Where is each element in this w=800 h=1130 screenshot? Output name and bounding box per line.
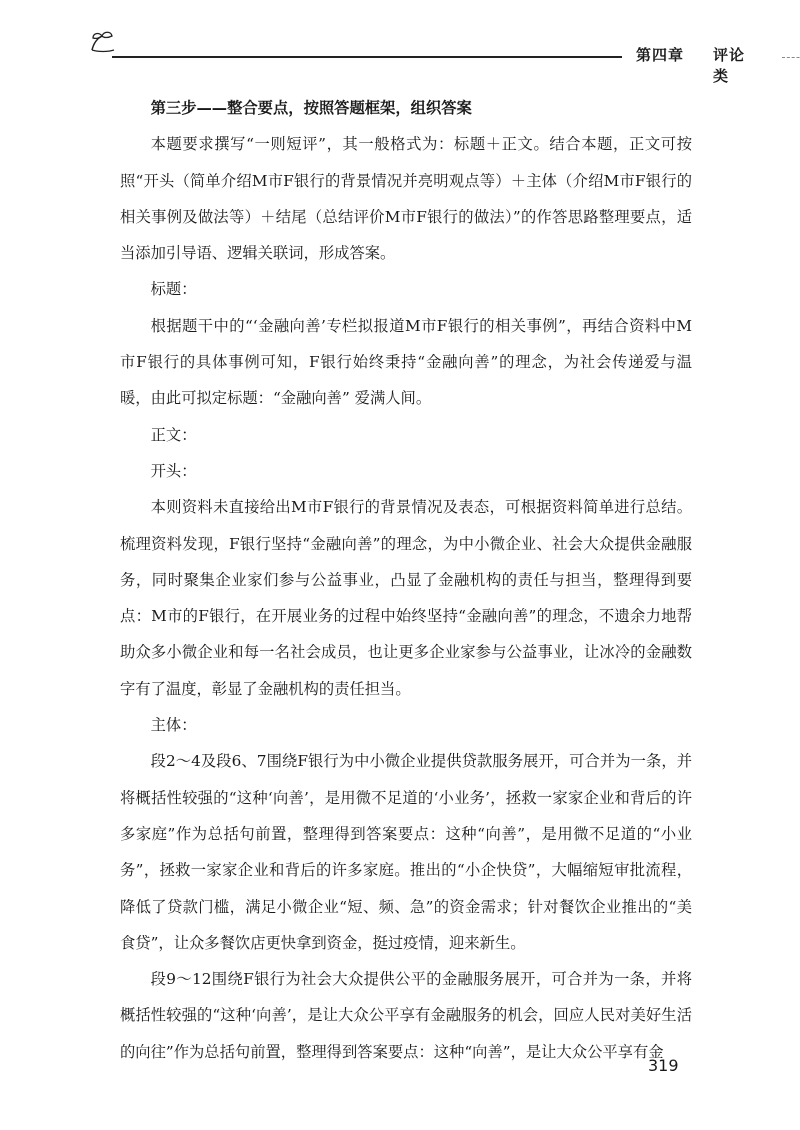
page-body	[120, 90, 692, 1070]
header-rule	[112, 56, 622, 58]
leaf-icon	[88, 30, 116, 54]
paragraph-format: 本题要求撰写“一则短评”，其一般格式为：标题＋正文。结合本题，正文可按照“开头（简单介绍M市F银行的背景情况并亮明观点等）＋主体（介绍M市F银行的相关事例及做法等）＋结尾（总结评价M市F银行的做法）”的作答思路整理要点，适当添加引导语、逻辑关联词，形成答案。	[120, 135, 692, 263]
label-body: 正文：	[150, 425, 197, 444]
label-title: 标题：	[150, 280, 197, 299]
paragraph-opening: 本则资料未直接给出M市F银行的背景情况及表态，可根据资料简单进行总结。梳理资料发现，F银行坚持“金融向善”的理念，为中小微企业、社会大众提供金融服务，同时聚集企业家们参与公益事业，凸显了金融机构的责任与担当，整理得到要点：M市的F银行，在开展业务的过程中始终坚持“金融向善”的理念，不遗余力地帮助众多小微企业和每一名社会成员，也让更多企业家参与公益事业，让冰冷的金融数字有了温度，彰显了金融机构的责任担当。	[120, 498, 692, 698]
header-dashed-rule	[782, 57, 800, 58]
step-heading: 第三步——整合要点，按照答题框架，组织答案	[150, 99, 472, 117]
page-number: 319	[648, 1056, 679, 1075]
label-opening: 开头：	[150, 461, 197, 480]
chapter-label: 第四章	[636, 46, 685, 64]
paragraph-title-analysis: 根据题干中的“‘金融向善’专栏拟报道M市F银行的相关事例”，再结合资料中M市F银行的具体事例可知，F银行始终秉持“金融向善”的理念，为社会传递爱与温暖，由此可拟定标题：“金融向善” 爱满人间。	[120, 316, 692, 408]
section-label: 评论类	[713, 46, 746, 85]
page-header	[88, 26, 748, 85]
label-main: 主体：	[150, 716, 197, 735]
paragraph-main-2: 段9～12围绕F银行为社会大众提供公平的金融服务展开，可合并为一条，并将概括性较强的“这种‘向善’，是让大众公平享有金融服务的机会，回应人民对美好生活的向往”作为总括句前置，整理得到答案要点：这种“向善”，是让大众公平享有金	[120, 970, 692, 1061]
paragraph-main-1: 段2～4及段6、7围绕F银行为中小微企业提供贷款服务展开，可合并为一条，并将概括性较强的“这种‘向善’，是用微不足道的‘小业务’，拯救一家家企业和背后的许多家庭”作为总括句前置，整理得到答案要点：这种“向善”，是用微不足道的“小业务”，拯救一家家企业和背后的许多家庭。推出的“小企快贷”，大幅缩短审批流程，降低了贷款门槛，满足小微企业“短、频、急”的资金需求；针对餐饮企业推出的“美食贷”，让众多餐饮店更快拿到资金，挺过疫情，迎来新生。	[120, 752, 692, 952]
